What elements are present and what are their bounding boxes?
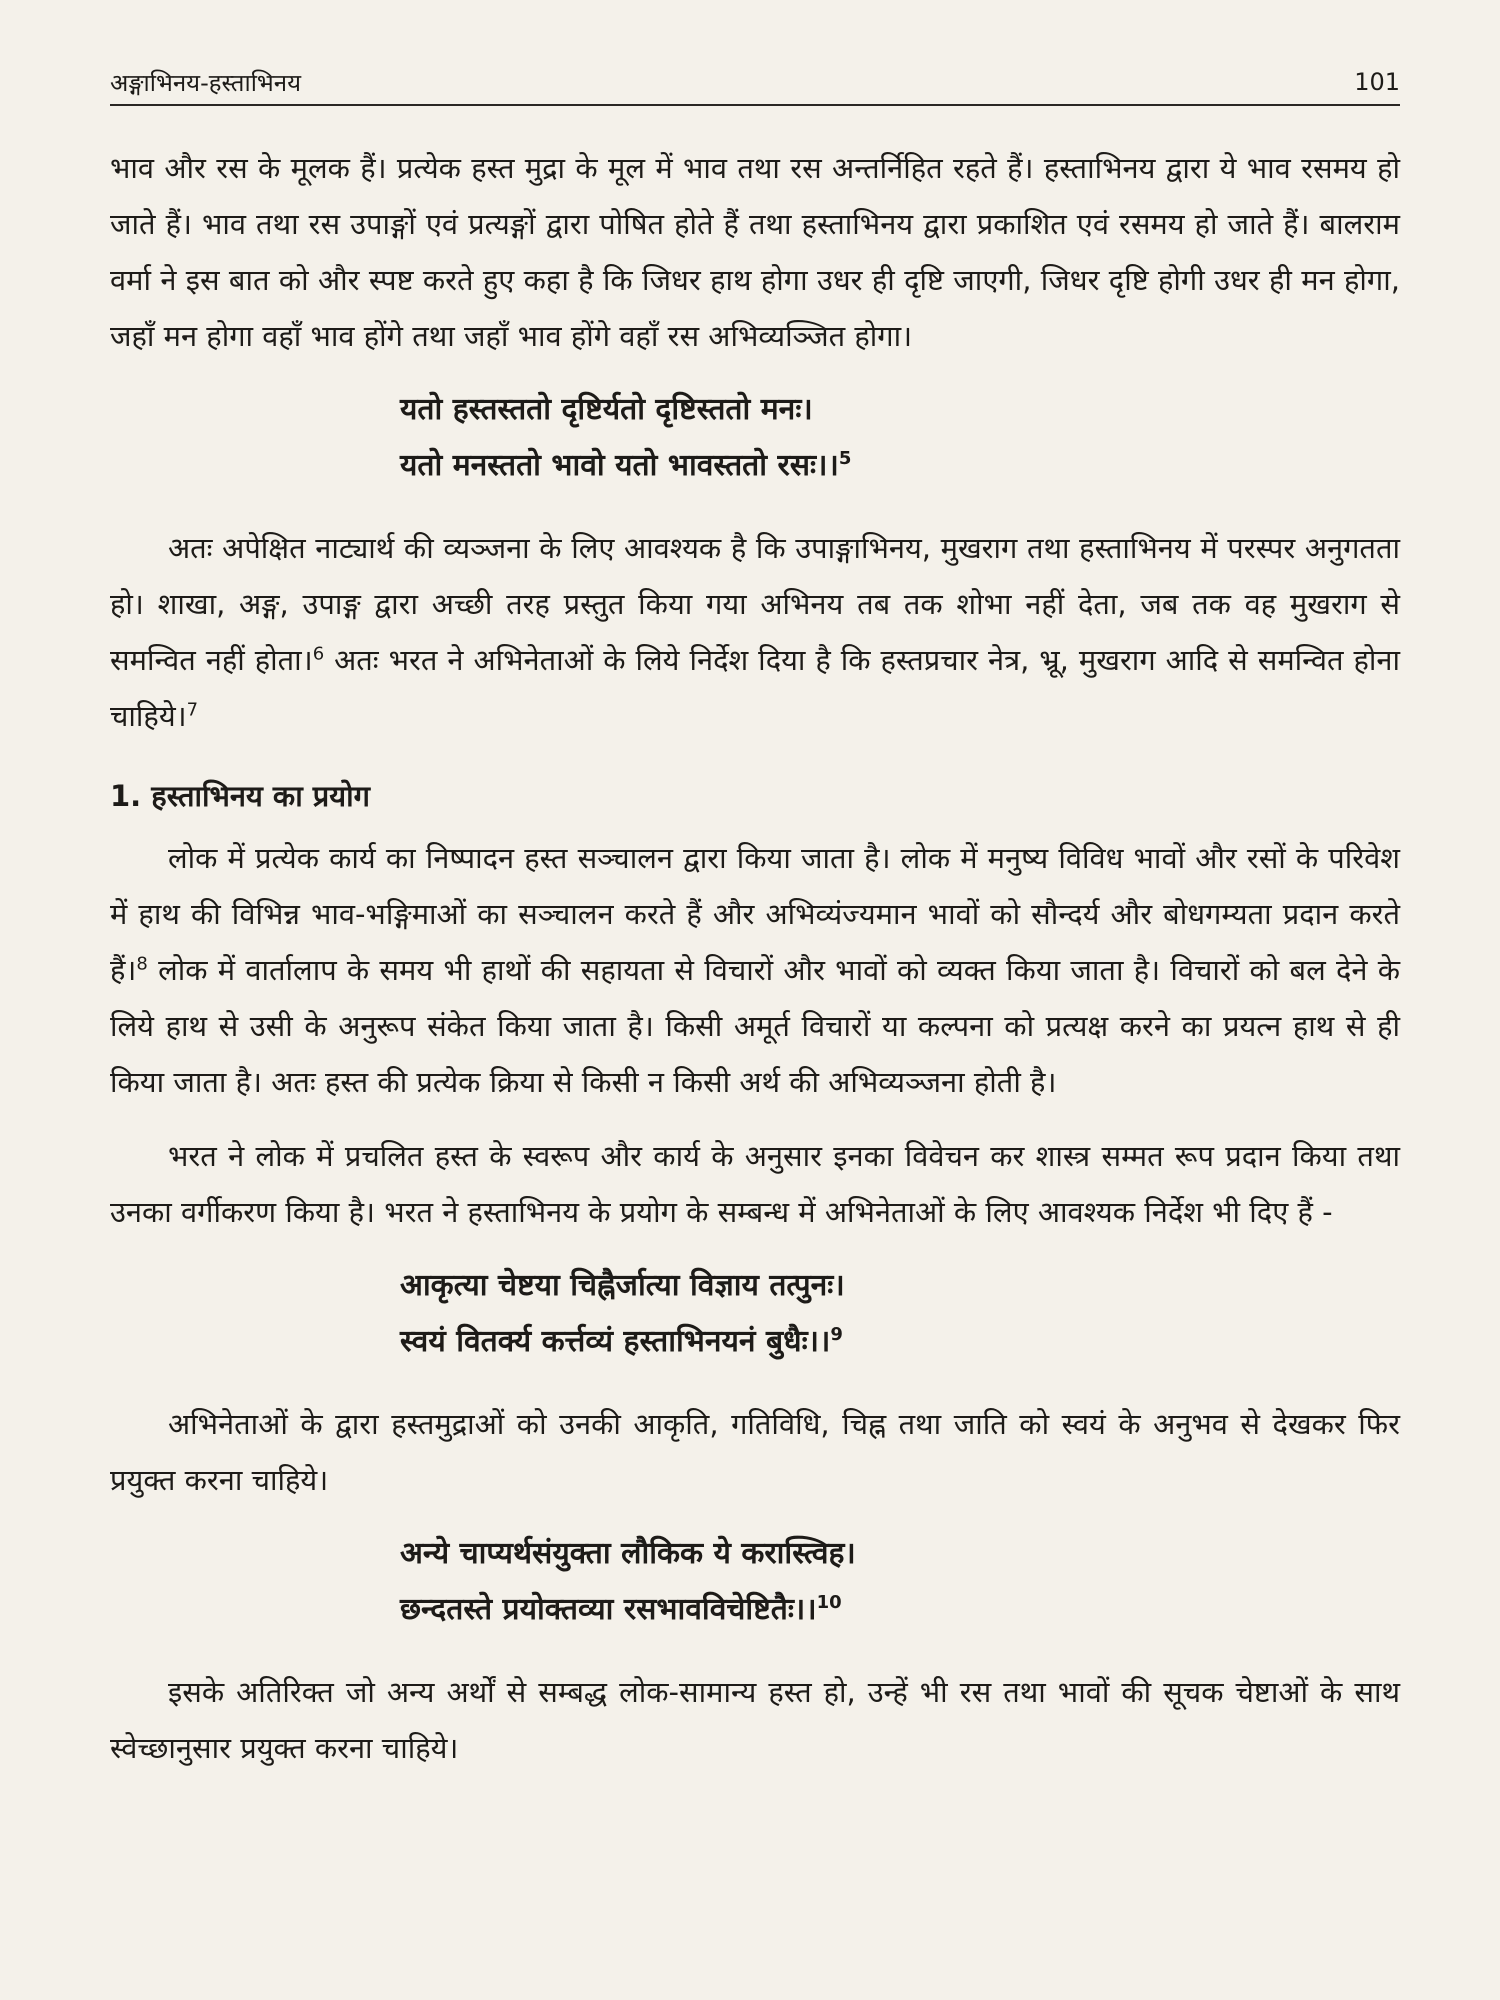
- paragraph-6: इसके अतिरिक्त जो अन्य अर्थों से सम्बद्ध लोक-सामान्य हस्त हो, उन्हें भी रस तथा भावों की सूचक चेष्टाओं के साथ स्वेच्छानुसार प्रयुक्त करना चाहिये।: [110, 1675, 1400, 1765]
- verse-3: [110, 1526, 1400, 1638]
- verse-1-line-1: यतो हस्तस्ततो दृष्टिर्यतो दृष्टिस्ततो मनः।: [400, 392, 813, 427]
- paragraph-3-part-b: लोक में वार्तालाप के समय भी हाथों की सहायता से विचारों और भावों को व्यक्त किया जाता है। विचारों को बल देने के लिये हाथ से उसी के अनुरूप संकेत किया जाता है। किसी अमूर्त विचारों या कल्पना को प्रत्यक्ष करने का प्रयत्न हाथ से ही किया जाता है। अतः हस्त की प्रत्येक क्रिया से किसी न किसी अर्थ की अभिव्यञ्जना होती है।: [110, 953, 1400, 1099]
- footnote-ref-8: 8: [136, 953, 148, 975]
- paragraph-2: [110, 520, 1400, 744]
- paragraph-2-part-a: अतः अपेक्षित नाट्यार्थ की व्यञ्जना के लिए आवश्यक है कि उपाङ्गाभिनय, मुखराग तथा हस्ताभिनय में परस्पर अनुगतता हो। शाखा, अङ्ग, उपाङ्ग द्वारा अच्छी तरह प्रस्तुत किया गया अभिनय तब तक शोभा नहीं देता, जब तक वह मुखराग से समन्वित नहीं होता।: [110, 531, 1400, 677]
- paragraph-4: भरत ने लोक में प्रचलित हस्त के स्वरूप और कार्य के अनुसार इनका विवेचन कर शास्त्र सम्मत रूप प्रदान किया तथा उनका वर्गीकरण किया है। भरत ने हस्ताभिनय के प्रयोग के सम्बन्ध में अभिनेताओं के लिए आवश्यक निर्देश भी दिए हैं -: [110, 1139, 1400, 1229]
- verse-2-line-1: आकृत्या चेष्टया चिह्नैर्जात्या विज्ञाय तत्पुनः।: [400, 1268, 845, 1303]
- verse-1-line-2: [400, 438, 1400, 494]
- verse-1: [110, 382, 1400, 494]
- section-heading: 1. हस्ताभिनय का प्रयोग: [110, 779, 370, 813]
- footnote-ref-9: 9: [830, 1324, 843, 1345]
- verse-3-line-2: [400, 1582, 1400, 1638]
- footnote-ref-7: 7: [186, 699, 199, 721]
- footnote-ref-10: 10: [816, 1592, 842, 1613]
- header-rule: [110, 104, 1400, 106]
- verse-2: [110, 1258, 1400, 1370]
- paragraph-2-part-b: अतः भरत ने अभिनेताओं के लिये निर्देश दिया है कि हस्तप्रचार नेत्र, भ्रू, मुखराग आदि से समन्वित होना चाहिये।: [110, 643, 1400, 733]
- paragraph-5: अभिनेताओं के द्वारा हस्तमुद्राओं को उनकी आकृति, गतिविधि, चिह्न तथा जाति को स्वयं के अनुभव से देखकर फिर प्रयुक्त करना चाहिये।: [110, 1407, 1400, 1497]
- paragraph-1: भाव और रस के मूलक हैं। प्रत्येक हस्त मुद्रा के मूल में भाव तथा रस अन्तर्निहित रहते हैं। हस्ताभिनय द्वारा ये भाव रसमय हो जाते हैं। भाव तथा रस उपाङ्गों एवं प्रत्यङ्गों द्वारा पोषित होते हैं तथा हस्ताभिनय द्वारा प्रकाशित एवं रसमय हो जाते हैं। बालराम वर्मा ने इस बात को और स्पष्ट करते हुए कहा है कि जिधर हाथ होगा उधर ही दृष्टि जाएगी, जिधर दृष्टि होगी उधर ही मन होगा, जहाँ मन होगा वहाँ भाव होंगे तथा जहाँ भाव होंगे वहाँ रस अभिव्यञ्जित होगा।: [110, 151, 1400, 353]
- verse-2-line-2: [400, 1314, 1400, 1370]
- verse-3-line-2-text: छन्दतस्ते प्रयोक्तव्या रसभावविचेष्टितैः।।: [400, 1592, 817, 1627]
- paragraph-3: [110, 830, 1400, 1110]
- footnote-ref-6: 6: [312, 643, 325, 665]
- page-number: 101: [1354, 68, 1400, 96]
- verse-3-line-1: अन्ये चाप्यर्थसंयुक्ता लौकिक ये करास्त्विह।: [400, 1536, 856, 1571]
- running-head: [110, 62, 1400, 102]
- page-content: [110, 140, 1400, 1794]
- footnote-ref-5: 5: [838, 448, 852, 469]
- running-title: अङ्गाभिनय-हस्ताभिनय: [110, 68, 302, 97]
- verse-2-line-2-text: स्वयं वितर्क्य कर्त्तव्यं हस्ताभिनयनं बुधैः।।: [400, 1324, 831, 1359]
- paragraph-3-part-a: लोक में प्रत्येक कार्य का निष्पादन हस्त सञ्चालन द्वारा किया जाता है। लोक में मनुष्य विविध भावों और रसों के परिवेश में हाथ की विभिन्न भाव-भङ्गिमाओं का सञ्चालन करते हैं और अभिव्यंज्यमान भावों को सौन्दर्य और बोधगम्यता प्रदान करते हैं।: [110, 841, 1400, 987]
- verse-1-line-2-text: यतो मनस्ततो भावो यतो भावस्ततो रसः।।: [400, 448, 839, 483]
